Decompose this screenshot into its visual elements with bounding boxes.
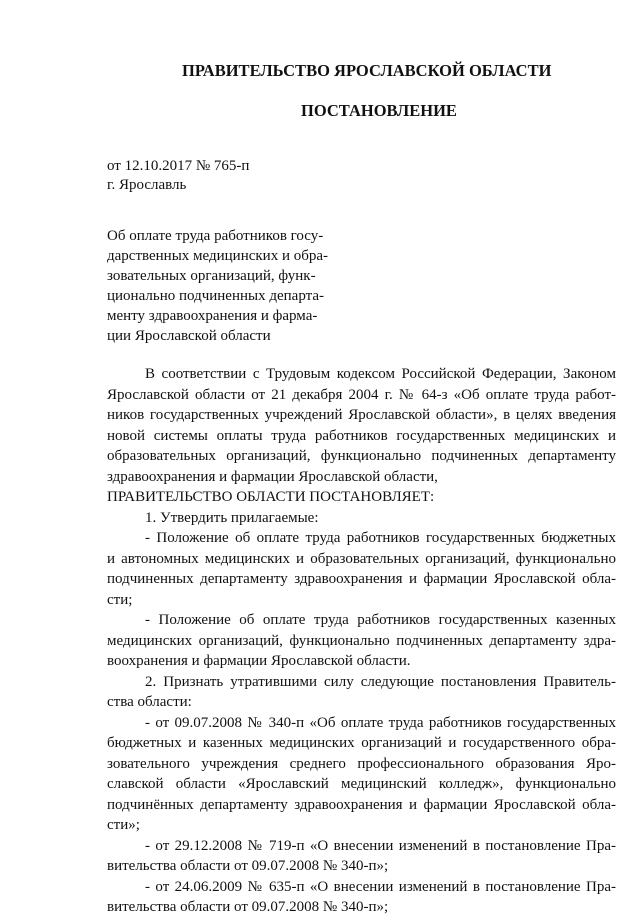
body-line: медицинских организаций, функционально подчиненных департаменту здра-: [107, 632, 616, 649]
document-date-number: от 12.10.2017 № 765-п: [107, 158, 250, 174]
body-line: образовательных организаций, функционально подчиненных департаменту: [107, 448, 616, 464]
subject-line: Об оплате труда работников госу-: [107, 228, 324, 244]
subject-line: ции Ярославской области: [107, 328, 271, 344]
body-line: Ярославской области от 21 декабря 2004 г. № 64-з «Об оплате труда работ-: [107, 386, 616, 403]
body-line: сти»;: [107, 817, 140, 833]
body-line: ПРАВИТЕЛЬСТВО ОБЛАСТИ ПОСТАНОВЛЯЕТ:: [107, 489, 435, 505]
body-line: воохранения и фармации Ярославской области.: [107, 653, 411, 669]
body-line: В соответствии с Трудовым кодексом Российской Федерации, Законом: [145, 366, 616, 382]
body-line: славской области «Ярославский медицинский колледж», функционально: [107, 776, 616, 792]
body-line: - от 29.12.2008 № 719-п «О внесении изменений в постановление Пра-: [145, 837, 616, 854]
subject-line: ционально подчиненных департа-: [107, 288, 325, 304]
body-line: подчинённых департаменту здравоохранения и фармации Ярославской обла-: [107, 796, 616, 813]
document-city: г. Ярославль: [107, 177, 187, 193]
body-line: - Положение об оплате труда работников государственных казенных: [145, 612, 616, 628]
body-line: 1. Утвердить прилагаемые:: [145, 509, 319, 526]
document-type-title: ПОСТАНОВЛЕНИЕ: [301, 101, 457, 120]
body-line: вительства области от 09.07.2008 № 340-п»;: [107, 858, 389, 874]
body-line: - от 24.06.2009 № 635-п «О внесении изменений в постановление Пра-: [145, 878, 616, 895]
body-line: - от 09.07.2008 № 340-п «Об оплате труда работников государственных: [145, 714, 616, 731]
body-line: ства области:: [107, 694, 192, 710]
body-line: подчиненных департаменту здравоохранения и фармации Ярославской обла-: [107, 571, 616, 587]
body-line: зовательного учреждения среднего профессионального образования Яро-: [107, 755, 616, 772]
body-line: новой системы оплаты труда работников государственных медицинских и: [107, 427, 616, 444]
body-line: 2. Признать утратившими силу следующие постановления Правитель-: [145, 673, 616, 690]
subject-line: зовательных организаций, функ-: [107, 268, 316, 284]
body-line: - Положение об оплате труда работников государственных бюджетных: [145, 530, 616, 546]
body-line: вительства области от 09.07.2008 № 340-п»;: [107, 899, 389, 915]
body-line: ников государственных учреждений Ярославской области», в целях введения: [107, 407, 616, 423]
body-line: и автономных медицинских и образовательных организаций, функционально: [107, 550, 616, 567]
document-subject: [107, 226, 367, 346]
subject-line: дарственных медицинских и обра-: [107, 248, 329, 264]
body-line: здравоохранения и фармации Ярославской области,: [107, 468, 438, 485]
government-title: ПРАВИТЕЛЬСТВО ЯРОСЛАВСКОЙ ОБЛАСТИ: [182, 61, 552, 80]
document-body: [107, 364, 616, 918]
subject-line: менту здравоохранения и фарма-: [107, 308, 318, 324]
body-line: бюджетных и казенных медицинских организаций и государственного обра-: [107, 735, 616, 751]
body-line: сти;: [107, 591, 133, 608]
